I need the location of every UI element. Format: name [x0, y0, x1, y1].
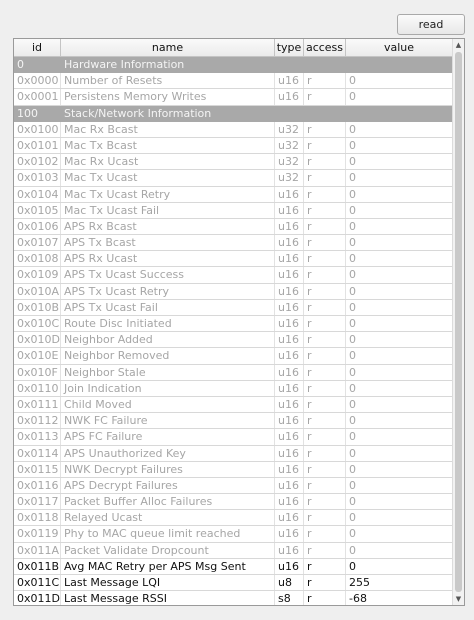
cell-value: -68 — [346, 591, 453, 606]
cell-value: 0 — [346, 154, 453, 169]
cell-value: 0 — [346, 170, 453, 185]
cell-access: r — [304, 235, 346, 250]
table-row[interactable] — [14, 203, 453, 219]
cell-name: Packet Buffer Alloc Failures — [61, 494, 275, 509]
cell-type: u16 — [275, 89, 304, 104]
cell-name: Mac Rx Bcast — [61, 122, 275, 137]
cell-type: u16 — [275, 462, 304, 477]
cell-name: APS Tx Ucast Fail — [61, 300, 275, 315]
table-row[interactable] — [14, 478, 453, 494]
cell-name: Number of Resets — [61, 73, 275, 88]
cell-name: Child Moved — [61, 397, 275, 412]
cell-id: 0x010B — [14, 300, 61, 315]
column-header-value[interactable]: value — [346, 39, 453, 56]
cell-access: r — [304, 267, 346, 282]
cell-type: u16 — [275, 203, 304, 218]
cell-value: 0 — [346, 73, 453, 88]
cell-access: r — [304, 478, 346, 493]
cell-access: r — [304, 219, 346, 234]
cell-value: 0 — [346, 413, 453, 428]
cell-id: 0x0103 — [14, 170, 61, 185]
cell-value: 0 — [346, 429, 453, 444]
table-row[interactable] — [14, 219, 453, 235]
table-row[interactable] — [14, 365, 453, 381]
cell-id: 0x0109 — [14, 267, 61, 282]
cell-value: 255 — [346, 575, 453, 590]
cell-name: NWK FC Failure — [61, 413, 275, 428]
cell-access: r — [304, 316, 346, 331]
cell-id: 0x0000 — [14, 73, 61, 88]
cell-type: u32 — [275, 154, 304, 169]
cell-name: Neighbor Stale — [61, 365, 275, 380]
cell-id: 0x0102 — [14, 154, 61, 169]
cell-value: 0 — [346, 559, 453, 574]
table-row[interactable] — [14, 73, 453, 89]
cell-type: u16 — [275, 219, 304, 234]
cell-type: u16 — [275, 397, 304, 412]
table-row[interactable] — [14, 510, 453, 526]
cell-access: r — [304, 138, 346, 153]
cell-value: 0 — [346, 365, 453, 380]
cell-name: APS Tx Bcast — [61, 235, 275, 250]
cell-id: 0x0001 — [14, 89, 61, 104]
table-row[interactable] — [14, 429, 453, 445]
table-row[interactable] — [14, 284, 453, 300]
cell-type: u16 — [275, 510, 304, 525]
table-row[interactable] — [14, 122, 453, 138]
table-row[interactable] — [14, 187, 453, 203]
cell-name: APS Decrypt Failures — [61, 478, 275, 493]
scroll-up-arrow-icon[interactable]: ▲ — [455, 41, 462, 49]
cell-name: APS FC Failure — [61, 429, 275, 444]
cell-access: r — [304, 381, 346, 396]
cell-id: 0x0107 — [14, 235, 61, 250]
cell-id: 0x011C — [14, 575, 61, 590]
cell-access: r — [304, 413, 346, 428]
cell-value: 0 — [346, 284, 453, 299]
cell-type: u16 — [275, 365, 304, 380]
column-header-type[interactable]: type — [275, 39, 304, 56]
cell-type: u16 — [275, 235, 304, 250]
cell-access: r — [304, 284, 346, 299]
cell-access: r — [304, 251, 346, 266]
cell-id: 0x0119 — [14, 526, 61, 541]
cell-id: 0x010E — [14, 348, 61, 363]
column-header-id[interactable]: id — [14, 39, 61, 56]
cell-access: r — [304, 187, 346, 202]
cell-name: APS Rx Bcast — [61, 219, 275, 234]
cell-access: r — [304, 575, 346, 590]
cell-name: Mac Rx Ucast — [61, 154, 275, 169]
cell-access: r — [304, 332, 346, 347]
cell-type: u16 — [275, 543, 304, 558]
cell-id: 0x010F — [14, 365, 61, 380]
table-row[interactable] — [14, 138, 453, 154]
cell-type: u16 — [275, 348, 304, 363]
cell-name: Mac Tx Ucast Fail — [61, 203, 275, 218]
table-row[interactable] — [14, 381, 453, 397]
cell-type: u16 — [275, 413, 304, 428]
cell-type: s8 — [275, 591, 304, 606]
cell-id: 0x0118 — [14, 510, 61, 525]
table-row[interactable] — [14, 446, 453, 462]
cell-access: r — [304, 397, 346, 412]
cell-id: 0 — [17, 58, 24, 71]
cell-value: 0 — [346, 219, 453, 234]
cell-access: r — [304, 429, 346, 444]
cell-id: 0x0113 — [14, 429, 61, 444]
cell-name: Mac Tx Ucast — [61, 170, 275, 185]
vertical-scrollbar[interactable] — [452, 39, 464, 605]
cell-id: 0x0106 — [14, 219, 61, 234]
cell-name: Neighbor Added — [61, 332, 275, 347]
cell-type: u16 — [275, 429, 304, 444]
cell-id: 100 — [17, 106, 38, 120]
cell-access: r — [304, 526, 346, 541]
cell-value: 0 — [346, 526, 453, 541]
cell-id: 0x011D — [14, 591, 61, 606]
section-row[interactable] — [14, 57, 453, 73]
cell-type: u16 — [275, 381, 304, 396]
cell-access: r — [304, 203, 346, 218]
table-row[interactable] — [14, 397, 453, 413]
cell-type: u16 — [275, 284, 304, 299]
cell-id: 0x0108 — [14, 251, 61, 266]
cell-id: 0x0104 — [14, 187, 61, 202]
cell-id: 0x0114 — [14, 446, 61, 461]
cell-type: u16 — [275, 526, 304, 541]
cell-value: 0 — [346, 510, 453, 525]
table-row[interactable] — [14, 300, 453, 316]
cell-type: u32 — [275, 138, 304, 153]
section-row[interactable] — [14, 106, 453, 122]
column-header-name[interactable]: name — [61, 39, 275, 56]
cell-access: r — [304, 591, 346, 606]
cell-id: 0x0101 — [14, 138, 61, 153]
read-button[interactable]: read — [397, 14, 465, 35]
table-row[interactable] — [14, 332, 453, 348]
table-row[interactable] — [14, 462, 453, 478]
cell-access: r — [304, 89, 346, 104]
cell-name: APS Tx Ucast Retry — [61, 284, 275, 299]
cell-type: u16 — [275, 267, 304, 282]
cell-value: 0 — [346, 235, 453, 250]
cell-access: r — [304, 446, 346, 461]
cell-name: Last Message RSSI — [61, 591, 275, 606]
table-row[interactable] — [14, 251, 453, 267]
scroll-down-arrow-icon[interactable]: ▼ — [455, 595, 462, 603]
cell-access: r — [304, 559, 346, 574]
cell-id: 0x0110 — [14, 381, 61, 396]
cell-value: 0 — [346, 348, 453, 363]
table-row[interactable] — [14, 413, 453, 429]
cell-value: 0 — [346, 462, 453, 477]
table-row[interactable] — [14, 494, 453, 510]
cell-value: 0 — [346, 187, 453, 202]
cell-type: u16 — [275, 73, 304, 88]
column-header-access[interactable]: access — [304, 39, 346, 56]
cell-name: Mac Tx Ucast Retry — [61, 187, 275, 202]
cell-type: u16 — [275, 316, 304, 331]
cell-type: u16 — [275, 300, 304, 315]
cell-access: r — [304, 122, 346, 137]
cell-id: 0x0105 — [14, 203, 61, 218]
cell-id: 0x0115 — [14, 462, 61, 477]
table-row[interactable] — [14, 235, 453, 251]
cell-name: Stack/Network Information — [64, 106, 212, 120]
cell-type: u32 — [275, 170, 304, 185]
cell-value: 0 — [346, 89, 453, 104]
cell-type: u16 — [275, 332, 304, 347]
cell-name: Persistens Memory Writes — [61, 89, 275, 104]
cell-value: 0 — [346, 267, 453, 282]
cell-name: NWK Decrypt Failures — [61, 462, 275, 477]
cell-id: 0x011A — [14, 543, 61, 558]
cell-access: r — [304, 300, 346, 315]
cell-name: Hardware Information — [64, 58, 185, 71]
cell-value: 0 — [346, 138, 453, 153]
table-row[interactable] — [14, 526, 453, 542]
cell-name: APS Unauthorized Key — [61, 446, 275, 461]
cell-name: Last Message LQI — [61, 575, 275, 590]
cell-name: Mac Tx Bcast — [61, 138, 275, 153]
table-row[interactable] — [14, 154, 453, 170]
cell-access: r — [304, 462, 346, 477]
cell-name: APS Tx Ucast Success — [61, 267, 275, 282]
cell-id: 0x011B — [14, 559, 61, 574]
cell-name: Join Indication — [61, 381, 275, 396]
cell-value: 0 — [346, 122, 453, 137]
cell-type: u16 — [275, 251, 304, 266]
cell-id: 0x0112 — [14, 413, 61, 428]
cell-name: Avg MAC Retry per APS Msg Sent — [61, 559, 275, 574]
cell-value: 0 — [346, 397, 453, 412]
scrollbar-thumb[interactable] — [455, 52, 462, 592]
cell-value: 0 — [346, 381, 453, 396]
cell-type: u16 — [275, 559, 304, 574]
cell-id: 0x010C — [14, 316, 61, 331]
cell-access: r — [304, 348, 346, 363]
table-row[interactable] — [14, 348, 453, 364]
cell-type: u8 — [275, 575, 304, 590]
table-row[interactable] — [14, 543, 453, 559]
table-row[interactable] — [14, 575, 453, 591]
cell-name: Neighbor Removed — [61, 348, 275, 363]
cell-type: u32 — [275, 122, 304, 137]
table-body — [14, 57, 453, 606]
cell-value: 0 — [346, 251, 453, 266]
cell-value: 0 — [346, 300, 453, 315]
cell-value: 0 — [346, 478, 453, 493]
table-row[interactable] — [14, 267, 453, 283]
cell-type: u16 — [275, 187, 304, 202]
cell-id: 0x010D — [14, 332, 61, 347]
cell-value: 0 — [346, 446, 453, 461]
cell-access: r — [304, 73, 346, 88]
cell-name: Phy to MAC queue limit reached — [61, 526, 275, 541]
data-table[interactable] — [13, 38, 465, 606]
cell-id: 0x0100 — [14, 122, 61, 137]
table-row[interactable] — [14, 170, 453, 186]
cell-value: 0 — [346, 316, 453, 331]
cell-access: r — [304, 170, 346, 185]
table-row[interactable] — [14, 591, 453, 606]
cell-name: APS Rx Ucast — [61, 251, 275, 266]
cell-id: 0x0117 — [14, 494, 61, 509]
cell-value: 0 — [346, 332, 453, 347]
cell-id: 0x0111 — [14, 397, 61, 412]
cell-value: 0 — [346, 494, 453, 509]
cell-access: r — [304, 543, 346, 558]
cell-type: u16 — [275, 478, 304, 493]
cell-value: 0 — [346, 543, 453, 558]
cell-type: u16 — [275, 494, 304, 509]
cell-access: r — [304, 365, 346, 380]
table-row[interactable] — [14, 316, 453, 332]
table-row[interactable] — [14, 559, 453, 575]
cell-value: 0 — [346, 203, 453, 218]
cell-name: Route Disc Initiated — [61, 316, 275, 331]
cell-access: r — [304, 494, 346, 509]
cell-access: r — [304, 510, 346, 525]
cell-id: 0x010A — [14, 284, 61, 299]
cell-name: Relayed Ucast — [61, 510, 275, 525]
cell-id: 0x0116 — [14, 478, 61, 493]
table-header — [14, 39, 453, 57]
table-row[interactable] — [14, 89, 453, 105]
cell-access: r — [304, 154, 346, 169]
cell-type: u16 — [275, 446, 304, 461]
cell-name: Packet Validate Dropcount — [61, 543, 275, 558]
